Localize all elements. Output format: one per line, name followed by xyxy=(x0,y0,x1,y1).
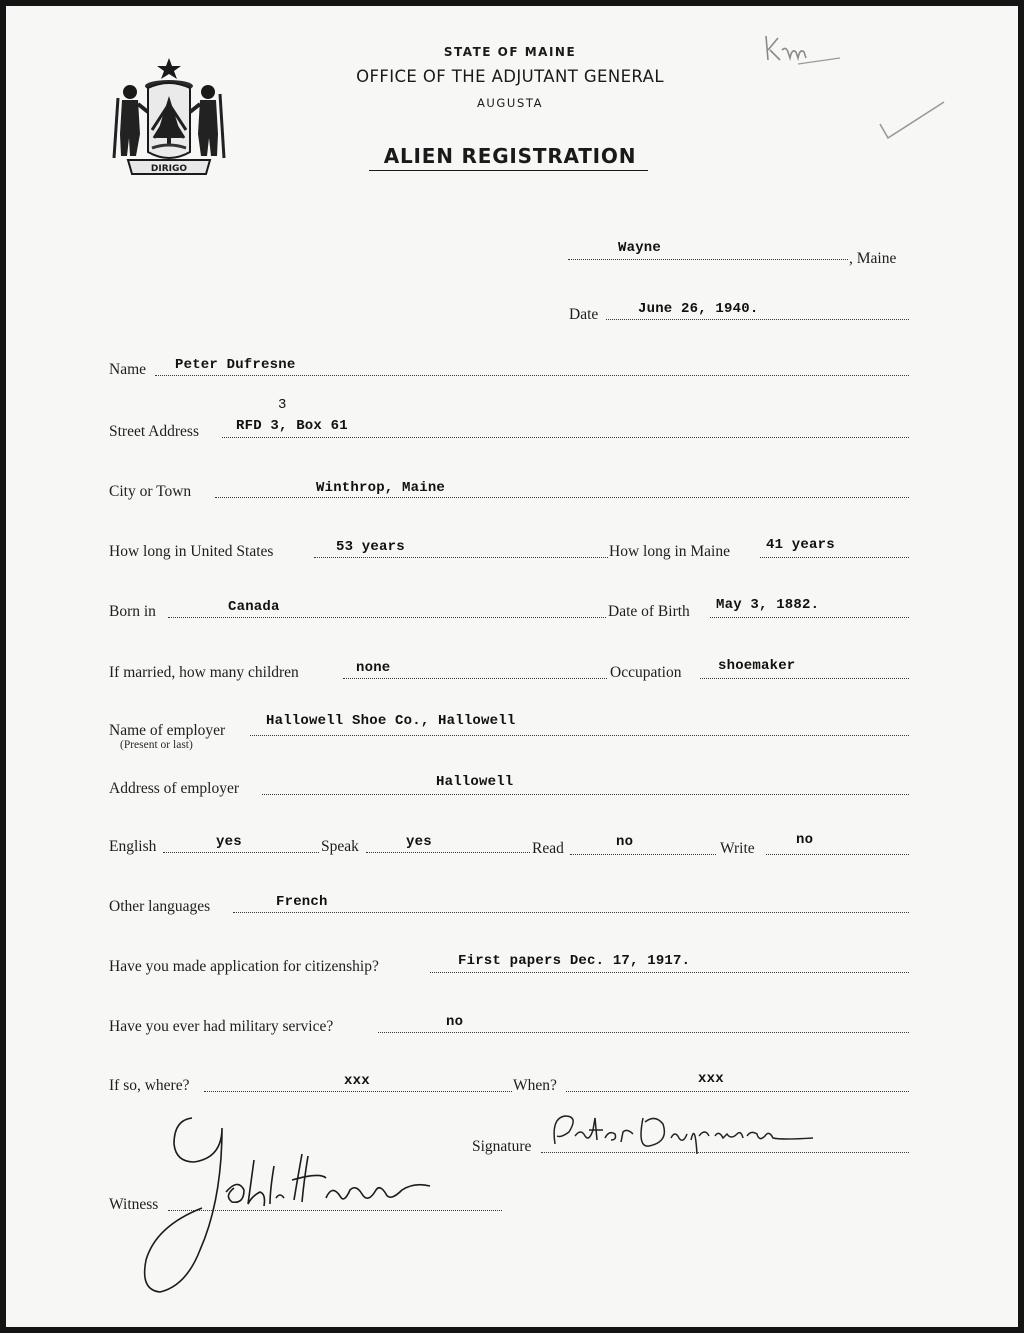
read-label: Read xyxy=(532,840,564,857)
employer-address-line xyxy=(262,794,909,795)
city-label: City or Town xyxy=(109,483,192,500)
us-duration-value: 53 years xyxy=(336,539,405,555)
birth-date-value: May 3, 1882. xyxy=(716,597,820,613)
city-value: Winthrop, Maine xyxy=(316,480,446,496)
employer-line xyxy=(250,735,909,736)
maine-duration-value: 41 years xyxy=(766,537,835,553)
when-label: When? xyxy=(513,1077,557,1094)
occupation-value: shoemaker xyxy=(718,658,796,674)
svg-text:John Moore: John Moore xyxy=(130,1100,135,1101)
citizenship-line xyxy=(430,972,909,973)
citizenship-value: First papers Dec. 17, 1917. xyxy=(458,953,691,969)
street-label: Street Address xyxy=(109,423,199,440)
street-value: RFD 3, Box 61 xyxy=(236,418,348,434)
born-in-label: Born in xyxy=(109,603,156,620)
street-line xyxy=(222,437,909,438)
signature-handwriting xyxy=(545,1108,825,1158)
name-line xyxy=(155,375,909,376)
witness-signature-handwriting xyxy=(130,1100,460,1300)
svg-text:Peter Dufresne: Peter Dufresne xyxy=(545,1108,551,1109)
birth-date-label: Date of Birth xyxy=(608,603,690,620)
town-suffix: , Maine xyxy=(849,250,897,267)
where-label: If so, where? xyxy=(109,1077,190,1094)
occupation-label: Occupation xyxy=(610,664,682,681)
employer-value: Hallowell Shoe Co., Hallowell xyxy=(266,713,516,729)
employer-address-value: Hallowell xyxy=(436,774,514,790)
children-value: none xyxy=(356,660,391,676)
svg-text:Km: Km xyxy=(758,30,760,31)
english-value: yes xyxy=(216,834,242,850)
children-line xyxy=(343,678,607,679)
children-label: If married, how many children xyxy=(109,664,299,681)
street-correction: 3 xyxy=(278,397,287,413)
town-line xyxy=(568,259,848,260)
occupation-line xyxy=(700,678,909,679)
pencil-check-mark-icon xyxy=(876,98,948,147)
employer-address-label: Address of employer xyxy=(109,780,239,797)
english-line xyxy=(163,852,319,853)
witness-label: Witness xyxy=(109,1196,159,1213)
military-value: no xyxy=(446,1014,464,1030)
pencil-initials xyxy=(758,30,848,75)
maine-duration-label: How long in Maine xyxy=(609,543,730,560)
where-value: xxx xyxy=(344,1073,370,1089)
speak-line xyxy=(366,852,530,853)
write-value: no xyxy=(796,832,814,848)
employer-sublabel: (Present or last) xyxy=(120,739,193,751)
write-label: Write xyxy=(720,840,755,857)
maine-state-seal-icon xyxy=(108,54,230,178)
town-value: Wayne xyxy=(618,240,662,256)
when-value: xxx xyxy=(698,1071,724,1087)
birth-date-line xyxy=(710,617,909,618)
other-languages-value: French xyxy=(276,894,328,910)
svg-text:DIRIGO: DIRIGO xyxy=(150,164,188,174)
born-in-line xyxy=(168,617,606,618)
born-in-value: Canada xyxy=(228,599,280,615)
other-languages-line xyxy=(233,912,909,913)
us-duration-line xyxy=(314,557,608,558)
english-label: English xyxy=(109,838,157,855)
title-underline xyxy=(369,170,648,171)
us-duration-label: How long in United States xyxy=(109,543,274,560)
citizenship-label: Have you made application for citizenship? xyxy=(109,958,379,975)
header-office: OFFICE OF THE ADJUTANT GENERAL xyxy=(356,67,664,86)
when-line xyxy=(566,1091,909,1092)
read-line xyxy=(570,854,716,855)
signature-label: Signature xyxy=(472,1138,532,1155)
where-line xyxy=(204,1091,512,1092)
date-value: June 26, 1940. xyxy=(638,301,759,317)
other-languages-label: Other languages xyxy=(109,898,211,915)
speak-label: Speak xyxy=(321,838,359,855)
military-line xyxy=(378,1032,909,1033)
employer-label: Name of employer xyxy=(109,722,226,739)
read-value: no xyxy=(616,834,634,850)
military-label: Have you ever had military service? xyxy=(109,1018,334,1035)
maine-duration-line xyxy=(760,557,909,558)
city-line xyxy=(215,497,909,498)
name-label: Name xyxy=(109,361,147,378)
name-value: Peter Dufresne xyxy=(175,357,296,373)
form-title: ALIEN REGISTRATION xyxy=(383,144,637,168)
date-label: Date xyxy=(569,306,599,323)
speak-value: yes xyxy=(406,834,432,850)
header-city: AUGUSTA xyxy=(476,96,544,110)
header-state: STATE OF MAINE xyxy=(443,45,577,59)
date-line xyxy=(606,319,909,320)
write-line xyxy=(766,854,909,855)
